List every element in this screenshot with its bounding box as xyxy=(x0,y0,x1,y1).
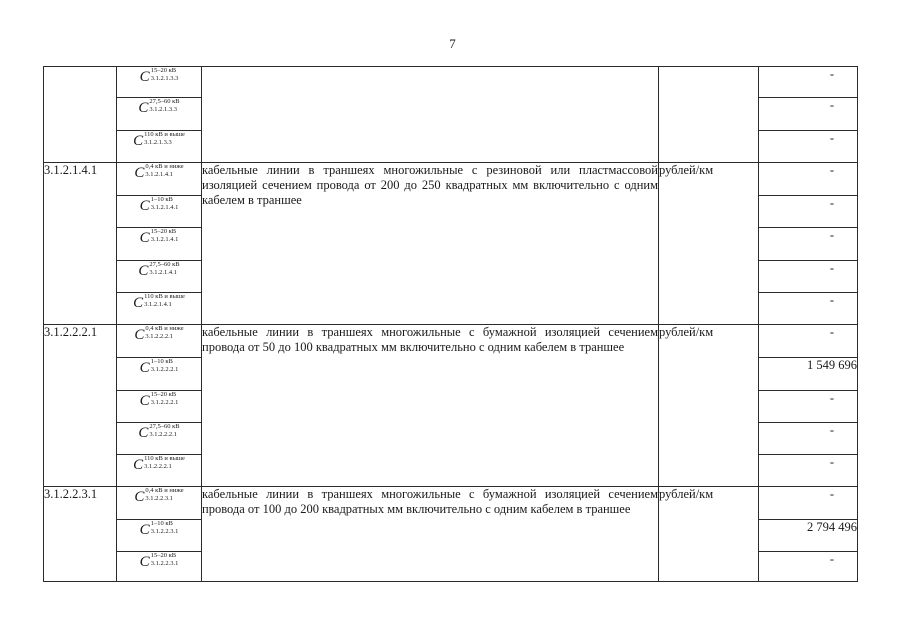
rate-value: 1 549 696 xyxy=(759,358,858,391)
rate-description xyxy=(202,67,659,163)
rate-description: кабельные линии в траншеях многожильные с бумажной изоляцией сечением провода от 100 до 200 квадратных мм включительно с одним кабелем в траншее xyxy=(202,487,659,582)
rate-symbol-cell xyxy=(117,552,202,582)
rate-index: 3.1.2.2.2.1 xyxy=(149,431,177,438)
rate-symbol xyxy=(133,455,185,475)
rate-symbol-cell xyxy=(117,261,202,293)
rate-code: 3.1.2.2.2.1 xyxy=(44,325,117,487)
rate-code: 3.1.2.2.3.1 xyxy=(44,487,117,582)
rate-symbol xyxy=(140,67,179,87)
rate-symbol xyxy=(140,391,179,411)
voltage-class: 110 кВ и выше xyxy=(144,455,185,462)
voltage-class: 27,5–60 кВ xyxy=(149,261,180,268)
rate-symbol-letter: C xyxy=(139,360,150,376)
rate-index: 3.1.2.1.4.1 xyxy=(149,269,177,276)
rate-symbol xyxy=(133,293,185,313)
rate-symbol xyxy=(138,423,179,443)
rate-value: - xyxy=(759,552,858,582)
rate-index: 3.1.2.1.4.1 xyxy=(145,171,174,178)
rate-value: - xyxy=(759,67,858,98)
rate-value: - xyxy=(759,423,858,455)
rate-index: 3.1.2.2.2.1 xyxy=(150,366,179,373)
voltage-class: 0,4 кВ и ниже xyxy=(145,487,184,494)
rate-value: - xyxy=(759,228,858,261)
rate-symbol-letter: C xyxy=(133,133,144,149)
rate-symbol-cell xyxy=(117,520,202,552)
rate-symbol xyxy=(138,98,179,118)
rate-index: 3.1.2.2.2.1 xyxy=(150,399,179,406)
rate-value: 2 794 496 xyxy=(759,520,858,552)
rate-value: - xyxy=(759,455,858,487)
rate-symbol-cell xyxy=(117,455,202,487)
rate-symbol xyxy=(140,358,179,378)
table-row xyxy=(44,487,858,520)
rate-symbol-letter: C xyxy=(138,100,149,116)
rate-unit: рублей/км xyxy=(659,325,759,487)
rate-symbol-letter: C xyxy=(139,554,150,570)
rate-index: 3.1.2.2.3.1 xyxy=(145,495,174,502)
rates-table-body xyxy=(44,67,858,582)
rate-unit: рублей/км xyxy=(659,163,759,325)
rate-symbol-letter: C xyxy=(134,489,145,505)
rate-symbol-letter: C xyxy=(138,263,149,279)
rate-index: 3.1.2.2.3.1 xyxy=(150,528,179,535)
rate-value: - xyxy=(759,391,858,423)
voltage-class: 0,4 кВ и ниже xyxy=(145,325,184,332)
rate-symbol-cell xyxy=(117,67,202,98)
rate-unit: рублей/км xyxy=(659,487,759,582)
rate-value: - xyxy=(759,131,858,163)
voltage-class: 27,5–60 кВ xyxy=(149,98,180,105)
rate-symbol-cell xyxy=(117,358,202,391)
rate-symbol-cell xyxy=(117,98,202,131)
rate-symbol-cell xyxy=(117,228,202,261)
page-number: 7 xyxy=(449,36,456,51)
rate-symbol-letter: C xyxy=(139,69,150,85)
rate-symbol-cell xyxy=(117,163,202,196)
voltage-class: 1–10 кВ xyxy=(150,196,173,203)
rate-description: кабельные линии в траншеях многожильные с резиновой или пластмассовой изоляцией сечением провода от 200 до 250 квадратных мм включительно с одним кабелем в траншее xyxy=(202,163,659,325)
rate-symbol xyxy=(140,228,179,248)
rate-index: 3.1.2.2.3.1 xyxy=(150,560,179,567)
rate-symbol-letter: C xyxy=(133,457,144,473)
rate-symbol-cell xyxy=(117,325,202,358)
voltage-class: 15–20 кВ xyxy=(150,391,177,398)
table-row xyxy=(44,67,858,98)
voltage-class: 15–20 кВ xyxy=(150,228,177,235)
rate-value: - xyxy=(759,325,858,358)
rate-value: - xyxy=(759,487,858,520)
rate-value: - xyxy=(759,261,858,293)
rate-description: кабельные линии в траншеях многожильные с бумажной изоляцией сечением провода от 50 до 100 квадратных мм включительно с одним кабелем в траншее xyxy=(202,325,659,487)
voltage-class: 15–20 кВ xyxy=(150,67,177,74)
rate-index: 3.1.2.1.3.3 xyxy=(149,106,177,113)
rate-symbol xyxy=(134,487,183,507)
voltage-class: 15–20 кВ xyxy=(150,552,177,559)
rate-symbol-letter: C xyxy=(134,165,145,181)
rate-symbol-cell xyxy=(117,131,202,163)
rate-symbol xyxy=(140,552,179,572)
rate-value: - xyxy=(759,196,858,228)
rate-symbol xyxy=(140,196,179,216)
rate-index: 3.1.2.2.2.1 xyxy=(145,333,174,340)
rate-index: 3.1.2.1.3.3 xyxy=(144,139,172,146)
voltage-class: 0,4 кВ и ниже xyxy=(145,163,184,170)
voltage-class: 110 кВ и выше xyxy=(144,293,185,300)
voltage-class: 110 кВ и выше xyxy=(144,131,185,138)
table-row xyxy=(44,163,858,196)
rate-symbol-cell xyxy=(117,423,202,455)
voltage-class: 1–10 кВ xyxy=(150,520,173,527)
rate-symbol-letter: C xyxy=(134,327,145,343)
rate-index: 3.1.2.1.4.1 xyxy=(144,301,172,308)
table-row xyxy=(44,325,858,358)
rate-symbol xyxy=(134,325,183,345)
rate-symbol-letter: C xyxy=(139,393,150,409)
rate-symbol-cell xyxy=(117,196,202,228)
rate-symbol-letter: C xyxy=(138,425,149,441)
rate-index: 3.1.2.1.4.1 xyxy=(150,236,179,243)
rate-symbol-cell xyxy=(117,293,202,325)
rate-symbol-letter: C xyxy=(139,230,150,246)
rate-unit xyxy=(659,67,759,163)
rate-code xyxy=(44,67,117,163)
voltage-class: 27,5–60 кВ xyxy=(149,423,180,430)
rate-symbol-letter: C xyxy=(139,522,150,538)
rate-symbol xyxy=(134,163,183,183)
rate-symbol xyxy=(140,520,179,540)
rate-index: 3.1.2.1.3.3 xyxy=(150,75,179,82)
rate-symbol-letter: C xyxy=(133,295,144,311)
voltage-class: 1–10 кВ xyxy=(150,358,173,365)
rate-value: - xyxy=(759,293,858,325)
rate-index: 3.1.2.2.2.1 xyxy=(144,463,172,470)
rate-value: - xyxy=(759,163,858,196)
rate-symbol-cell xyxy=(117,487,202,520)
rates-table xyxy=(43,66,858,582)
rate-index: 3.1.2.1.4.1 xyxy=(150,204,179,211)
rate-code: 3.1.2.1.4.1 xyxy=(44,163,117,325)
rate-symbol-cell xyxy=(117,391,202,423)
rate-symbol-letter: C xyxy=(139,198,150,214)
rate-value: - xyxy=(759,98,858,131)
rate-symbol xyxy=(133,131,185,151)
rate-symbol xyxy=(138,261,179,281)
